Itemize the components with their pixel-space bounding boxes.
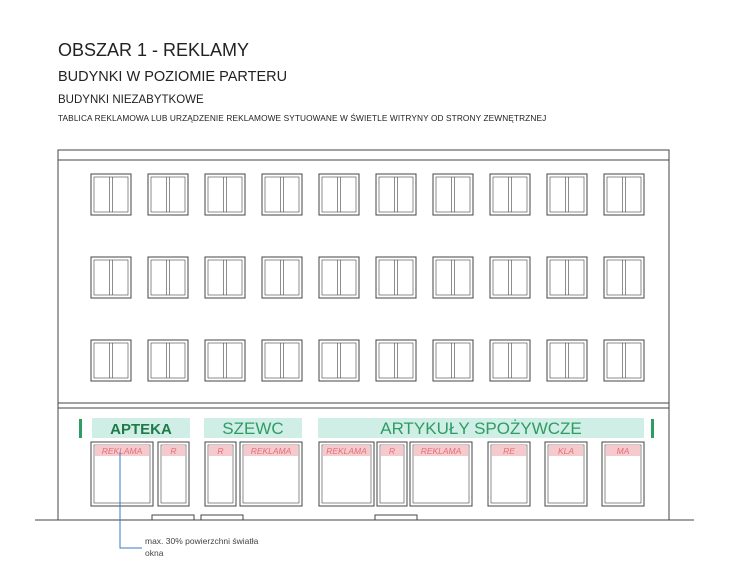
- shop-window: [319, 442, 374, 506]
- ground: [35, 515, 694, 520]
- shop-window: [410, 442, 472, 506]
- upper-window: [547, 257, 587, 298]
- description-text: TABLICA REKLAMOWA LUB URZĄDZENIE REKLAMOWE SYTUOWANE W ŚWIETLE WITRYNY OD STRONY ZEWNĘTRZNEJ: [58, 113, 547, 123]
- upper-window: [148, 340, 188, 381]
- upper-window: [490, 340, 530, 381]
- upper-window: [205, 257, 245, 298]
- upper-window: [490, 257, 530, 298]
- upper-window: [91, 174, 131, 215]
- upper-window: [148, 257, 188, 298]
- annotation-line2: okna: [145, 548, 164, 558]
- upper-window: [319, 174, 359, 215]
- sign-artykuly: ARTYKUŁY SPOŻYWCZE: [380, 419, 582, 438]
- ground-floor-units: [91, 442, 644, 506]
- building-outline: [58, 150, 669, 520]
- sign-apteka: APTEKA: [110, 421, 172, 438]
- upper-window: [376, 174, 416, 215]
- window-ad-label-text: R: [217, 446, 224, 456]
- window-ad-label-text: REKLAMA: [326, 446, 367, 456]
- upper-window: [604, 340, 644, 381]
- window-ad-label-text: REKLAMA: [101, 446, 143, 456]
- category-label: BUDYNKI NIEZABYTKOWE: [58, 94, 204, 106]
- page-subtitle: BUDYNKI W POZIOMIE PARTERU: [58, 69, 288, 85]
- shop-window: [602, 442, 644, 506]
- upper-window: [319, 257, 359, 298]
- upper-window: [547, 340, 587, 381]
- upper-window: [490, 174, 530, 215]
- step-2: [201, 515, 243, 520]
- window-ad-label-text: R: [388, 446, 396, 456]
- upper-window: [148, 174, 188, 215]
- upper-window: [262, 340, 302, 381]
- shop-window: [205, 442, 236, 506]
- window-ad-label-text: REKLAMA: [250, 446, 292, 456]
- upper-window: [376, 340, 416, 381]
- window-ad-label-text: KLA: [557, 446, 575, 456]
- upper-window: [205, 174, 245, 215]
- shop-signs: [79, 418, 654, 438]
- upper-window: [433, 174, 473, 215]
- upper-window: [319, 340, 359, 381]
- window-ad-label-text: REKLAMA: [420, 446, 462, 456]
- shop-window: [488, 442, 530, 506]
- window-ad-label-text: MA: [616, 446, 630, 456]
- upper-window: [91, 257, 131, 298]
- shop-window: [91, 442, 153, 506]
- shop-window: [240, 442, 302, 506]
- window-ad-label-text: RE: [503, 446, 515, 456]
- upper-window: [91, 340, 131, 381]
- upper-window: [376, 257, 416, 298]
- step-1: [152, 515, 194, 520]
- annotation-line1: max. 30% powierzchni światła: [145, 536, 259, 546]
- sign-bar-left: [79, 419, 82, 438]
- upper-window: [205, 340, 245, 381]
- shop-window: [545, 442, 587, 506]
- upper-window: [262, 257, 302, 298]
- building: [58, 150, 669, 520]
- window-ad-label-text: R: [170, 446, 177, 456]
- upper-window: [547, 174, 587, 215]
- upper-window: [604, 174, 644, 215]
- annotation-leader: [120, 452, 142, 548]
- upper-window: [604, 257, 644, 298]
- step-3: [375, 515, 417, 520]
- upper-window: [433, 340, 473, 381]
- upper-windows: [91, 174, 644, 381]
- sign-bar-right: [651, 419, 654, 438]
- upper-window: [262, 174, 302, 215]
- shop-window: [158, 442, 189, 506]
- shop-window: [377, 442, 407, 506]
- upper-window: [433, 257, 473, 298]
- page-title: OBSZAR 1 - REKLAMY: [58, 40, 250, 60]
- sign-szewc: SZEWC: [222, 419, 284, 438]
